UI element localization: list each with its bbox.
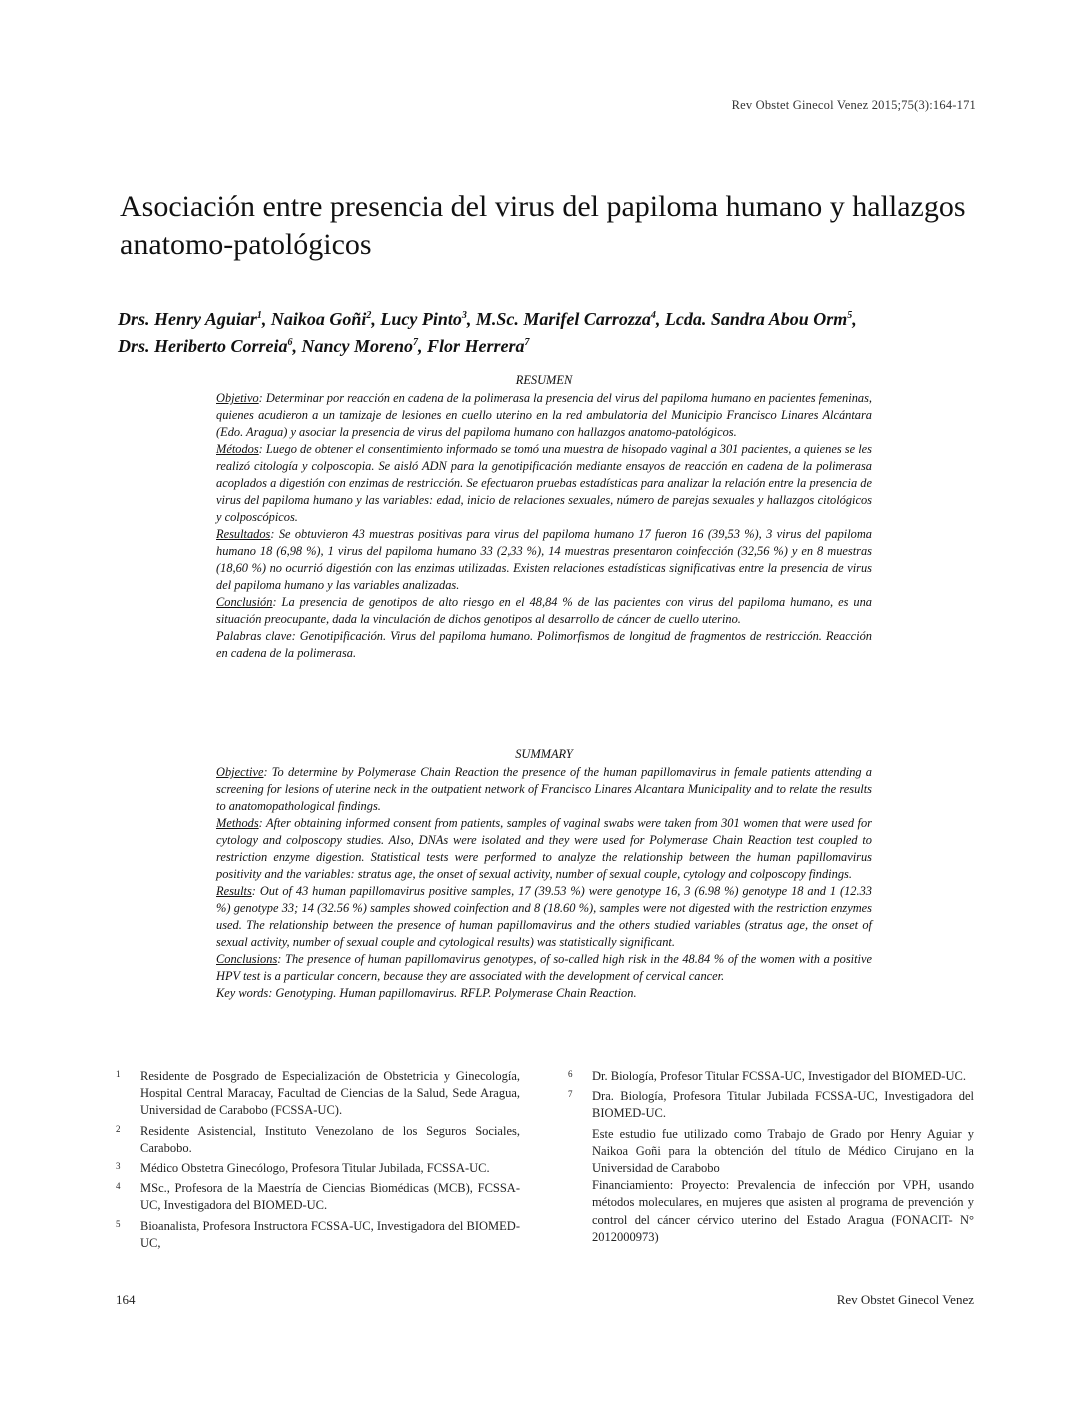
resumen-conclusion <box>216 594 872 628</box>
footnote-text: MSc., Profesora de la Maestría de Ciencias Biomédicas (MCB), FCSSA-UC, Investigadora del BIOMED-UC. <box>140 1181 520 1213</box>
author-separator: , <box>655 309 665 329</box>
author-name: Flor Herrera <box>427 336 525 356</box>
author-name: Nancy Moreno <box>301 336 414 356</box>
resumen-section <box>216 372 872 662</box>
author-separator: , <box>371 309 381 329</box>
summary-objective <box>216 764 872 815</box>
author-list <box>118 304 988 358</box>
author-name: Lucy Pinto <box>380 309 462 329</box>
author-affiliation-number: 2 <box>366 310 372 321</box>
footnote-text: Bioanalista, Profesora Instructora FCSSA-UC, Investigadora del BIOMED-UC, <box>140 1218 520 1250</box>
footnote <box>116 1180 520 1214</box>
footnote <box>116 1218 520 1252</box>
footnote-text: Residente de Posgrado de Especialización de Obstetricia y Ginecología, Hospital Central Maracay, Facultad de Ciencias de la Salud, Sede Aragua, Universidad de Carabobo (FCSSA-UC). <box>140 1069 520 1118</box>
summary-heading: SUMMARY <box>515 747 573 761</box>
footer-journal-name: Rev Obstet Ginecol Venez <box>836 1292 974 1307</box>
author-name: Lcda. Sandra Abou Orm <box>664 309 848 329</box>
footnote-text: Dr. Biología, Profesor Titular FCSSA-UC, Investigador del BIOMED-UC. <box>592 1069 966 1083</box>
footnote <box>568 1088 974 1122</box>
author-line-1 <box>118 304 988 331</box>
summary-section <box>216 746 872 1002</box>
resumen-keywords: Palabras clave: Genotipificación. Virus del papiloma humano. Polimorfismos de longitud de fragmentos de restricción. Reacción en cadena de la polimerasa. <box>216 629 872 660</box>
author-affiliation-number: 7 <box>524 337 530 348</box>
section-text: : The presence of human papillomavirus genotypes, of so-called high risk in the 48.84 % of the women with a positive HPV test is a particular concern, because they are associated with the development of cervical cancer. <box>216 952 872 983</box>
footnote <box>116 1123 520 1157</box>
footnote-number: 7 <box>568 1089 573 1100</box>
author-name: Drs. Henry Aguiar <box>118 309 257 329</box>
section-label: Métodos <box>216 442 259 456</box>
section-label: Resultados <box>216 527 271 541</box>
author-affiliation-number: 4 <box>650 310 656 321</box>
footnote-text: Médico Obstetra Ginecólogo, Profesora Titular Jubilada, FCSSA-UC. <box>140 1161 490 1176</box>
footnote <box>116 1068 520 1120</box>
section-label: Objetivo <box>216 391 259 405</box>
funding-note: Financiamiento: Proyecto: Prevalencia de infección por VPH, usando métodos moleculares, en mujeres que asisten al programa de prevención y control del cáncer cérvico uterino del Estado Aragua (FONACIT- N° 2012000973) <box>592 1178 974 1244</box>
section-label: Methods <box>216 816 259 830</box>
footnote-number: 2 <box>116 1123 121 1134</box>
section-text: : Out of 43 human papillomavirus positive samples, 17 (39.53 %) were genotype 16, 3 (6.98 %) genotype 18 and 1 (12.33 %) genotype 33; 14 (32.56 %) samples showed coinfection and 8 (18.60 %), samples were not digested with the restriction enzymes used. The relationship between the presence of human papillomavirus and the others studied variables (stratus age, the onset of sexual activity, number of sexual couple and cytological results) was statistically significant. <box>216 884 872 949</box>
author-name: M.Sc. Marifel Carrozza <box>475 309 651 329</box>
author-affiliation-number: 3 <box>461 310 467 321</box>
author-affiliation-number: 6 <box>287 337 293 348</box>
footnote-number: 4 <box>116 1181 121 1192</box>
footnotes-left-column <box>116 1068 520 1255</box>
resumen-metodos <box>216 441 872 526</box>
journal-reference: Rev Obstet Ginecol Venez 2015;75(3):164-171 <box>731 98 976 112</box>
author-separator: , <box>466 309 476 329</box>
thesis-note: Este estudio fue utilizado como Trabajo de Grado por Henry Aguiar y Naikoa Goñi para la obtención del título de Médico Cirujano en la Universidad de Carabobo <box>592 1126 974 1176</box>
resumen-resultados <box>216 526 872 594</box>
section-label: Objective <box>216 765 264 779</box>
footnote <box>116 1160 520 1177</box>
section-label: Conclusión <box>216 595 273 609</box>
article-title: Asociación entre presencia del virus del papiloma humano y hallazgos anatomo-patológicos <box>120 190 966 261</box>
footnote-number: 3 <box>116 1161 121 1172</box>
footnote <box>568 1068 974 1085</box>
resumen-objetivo <box>216 390 872 441</box>
summary-results <box>216 883 872 951</box>
section-text: : Luego de obtener el consentimiento informado se tomó una muestra de hisopado vaginal a 301 pacientes, a quienes se les realizó citología y colposcopia. Se aisló ADN para la genotipificación mediante ensayos de reacción en cadena de la polimerasa acoplados a digestión con enzimas de restricción. Se efectuaron pruebas estadísticas para analizar la relación entre la presencia de virus del papiloma humano y las variables: edad, inicio de relaciones sexuales, número de parejas sexuales y hallazgos citológicos y colposcópicos. <box>216 442 872 524</box>
section-text: : Se obtuvieron 43 muestras positivas para virus del papiloma humano 17 fueron 16 (39,53 %), 3 virus del papiloma humano 18 (6,98 %), 1 virus del papiloma humano 33 (2,33 %), 14 muestras presentaron coinfección (32,56 %) y en 8 muestras (18,60 %) no ocurrió digestión con las enzimas utilizadas. Existen relaciones estadísticas significativas entre la presencia de virus del papiloma humano y las variables analizadas. <box>216 527 872 592</box>
author-separator: , <box>418 336 428 356</box>
section-label: Results <box>216 884 252 898</box>
author-separator: , <box>261 309 271 329</box>
author-name: Drs. Heriberto Correia <box>118 336 288 356</box>
page-number: 164 <box>116 1292 136 1307</box>
author-name: Naikoa Goñi <box>270 309 367 329</box>
resumen-heading: RESUMEN <box>515 373 573 387</box>
footnotes-right-column <box>568 1068 974 1246</box>
author-affiliation-number: 7 <box>413 337 419 348</box>
section-label: Conclusions <box>216 952 278 966</box>
footnote-number: 5 <box>116 1218 121 1229</box>
section-text: : After obtaining informed consent from patients, samples of vaginal swabs were taken from 301 women that were used for cytology and colposcopy studies. Also, DNAs were isolated and they were used for Polymerase Chain Reaction test coupled to restriction enzyme digestion. Statistical tests were performed to analyze the relationship between the human papillomavirus positivity and the variables: stratus age, the onset of sexual activity, number of sexual couple, cytology and colposcopy findings. <box>216 816 872 881</box>
footnote-number: 6 <box>568 1069 573 1079</box>
section-text: : To determine by Polymerase Chain Reaction the presence of the human papillomavirus in female patients attending a screening for lesions of uterine neck in the outpatient network of Francisco Linares Alcantara Municipality and to relate the results to anatomopathological findings. <box>216 765 872 813</box>
footnote-number: 1 <box>116 1069 121 1079</box>
author-line-2 <box>118 331 988 358</box>
summary-methods <box>216 815 872 883</box>
footnote-text: Residente Asistencial, Instituto Venezolano de los Seguros Sociales, Carabobo. <box>140 1123 520 1155</box>
section-text: : Determinar por reacción en cadena de la polimerasa la presencia del virus del papiloma humano en pacientes femeninas, quienes acudieron a un tamizaje de lesiones en cuello uterino en la red ambulatoria del Municipio Francisco Linares Alcántara (Edo. Aragua) y asociar la presencia de virus del papiloma humano con hallazgos anatomo-patológicos. <box>216 391 873 439</box>
author-affiliation-number: 1 <box>256 310 262 321</box>
summary-conclusions <box>216 951 872 985</box>
author-separator: , <box>852 309 857 329</box>
summary-keywords: Key words: Genotyping. Human papillomavirus. RFLP. Polymerase Chain Reaction. <box>216 986 637 1000</box>
author-separator: , <box>292 336 302 356</box>
footnote-text: Dra. Biología, Profesora Titular Jubilada FCSSA-UC, Investigadora del BIOMED-UC. <box>592 1089 974 1121</box>
author-affiliation-number: 5 <box>847 310 853 321</box>
section-text: : La presencia de genotipos de alto riesgo en el 48,84 % de las pacientes con virus del papiloma humano, es una situación preocupante, dada la vinculación de dichos genotipos al desarrollo de cáncer de cuello uterino. <box>216 595 872 626</box>
